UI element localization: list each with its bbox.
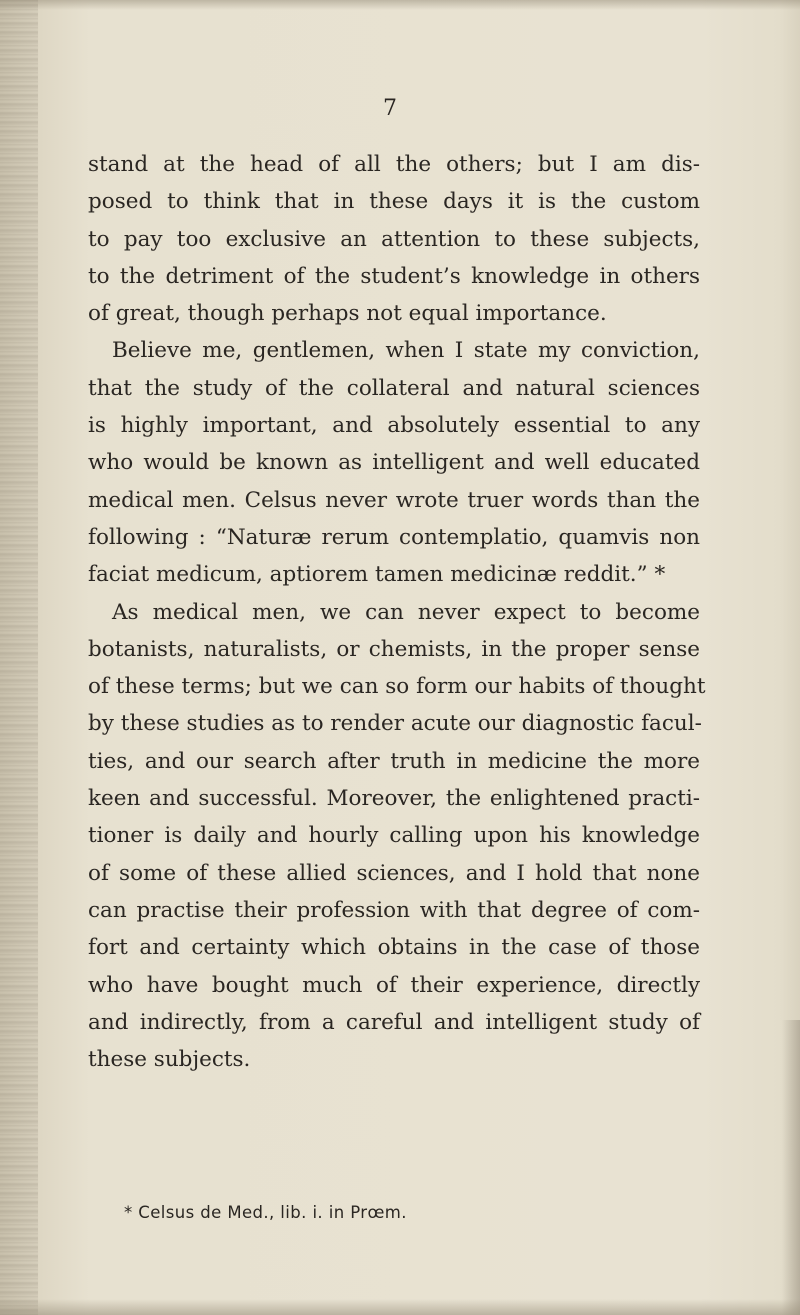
text-line: botanists, naturalists, or chemists, in the proper sense [88, 636, 700, 662]
text-line: fort and certainty which obtains in the case of those [88, 935, 700, 961]
text-line: keen and successful. Moreover, the enlightened practi- [88, 786, 700, 812]
page-binding-edge [0, 0, 38, 1315]
text-line: of these terms; but we can so form our habits of thought [88, 674, 706, 700]
page-edge-bottom [0, 1299, 800, 1315]
text-line: that the study of the collateral and natural sciences [88, 375, 700, 401]
text-line: As medical men, we can never expect to become [112, 599, 700, 625]
page-edge-right [782, 1020, 800, 1315]
text-line: faciat medicum, aptiorem tamen medicinæ reddit.” * [88, 562, 666, 588]
text-line: of some of these allied sciences, and I hold that none [88, 860, 700, 886]
text-line: posed to think that in these days it is the custom [88, 189, 700, 215]
text-line: who have bought much of their experience, directly [88, 972, 700, 998]
text-line: stand at the head of all the others; but I am dis- [88, 152, 700, 177]
text-line: is highly important, and absolutely essential to any [88, 413, 700, 439]
text-line: can practise their profession with that degree of com- [88, 897, 700, 923]
text-line: by these studies as to render acute our diagnostic facul- [88, 711, 702, 737]
text-line: these subjects. [88, 1047, 251, 1073]
text-line: medical men. Celsus never wrote truer words than the [88, 487, 700, 513]
text-line: ties, and our search after truth in medicine the more [88, 748, 700, 774]
text-line: who would be known as intelligent and well educated [88, 450, 700, 476]
text-line: of great, though perhaps not equal importance. [88, 301, 607, 327]
text-line: to pay too exclusive an attention to these subjects, [88, 226, 700, 252]
page-edge-top [0, 0, 800, 10]
text-line: Believe me, gentlemen, when I state my conviction, [112, 338, 700, 364]
page-number: 7 [383, 96, 397, 121]
text-line: tioner is daily and hourly calling upon his knowledge [88, 823, 700, 849]
text-line: to the detriment of the student’s knowledge in others [88, 263, 700, 289]
footnote: * Celsus de Med., lib. i. in Prœm. [124, 1203, 407, 1222]
text-line: following : “Naturæ rerum contemplatio, quamvis non [88, 524, 700, 550]
text-line: and indirectly, from a careful and intelligent study of [88, 1009, 700, 1035]
body-text [88, 146, 706, 1078]
